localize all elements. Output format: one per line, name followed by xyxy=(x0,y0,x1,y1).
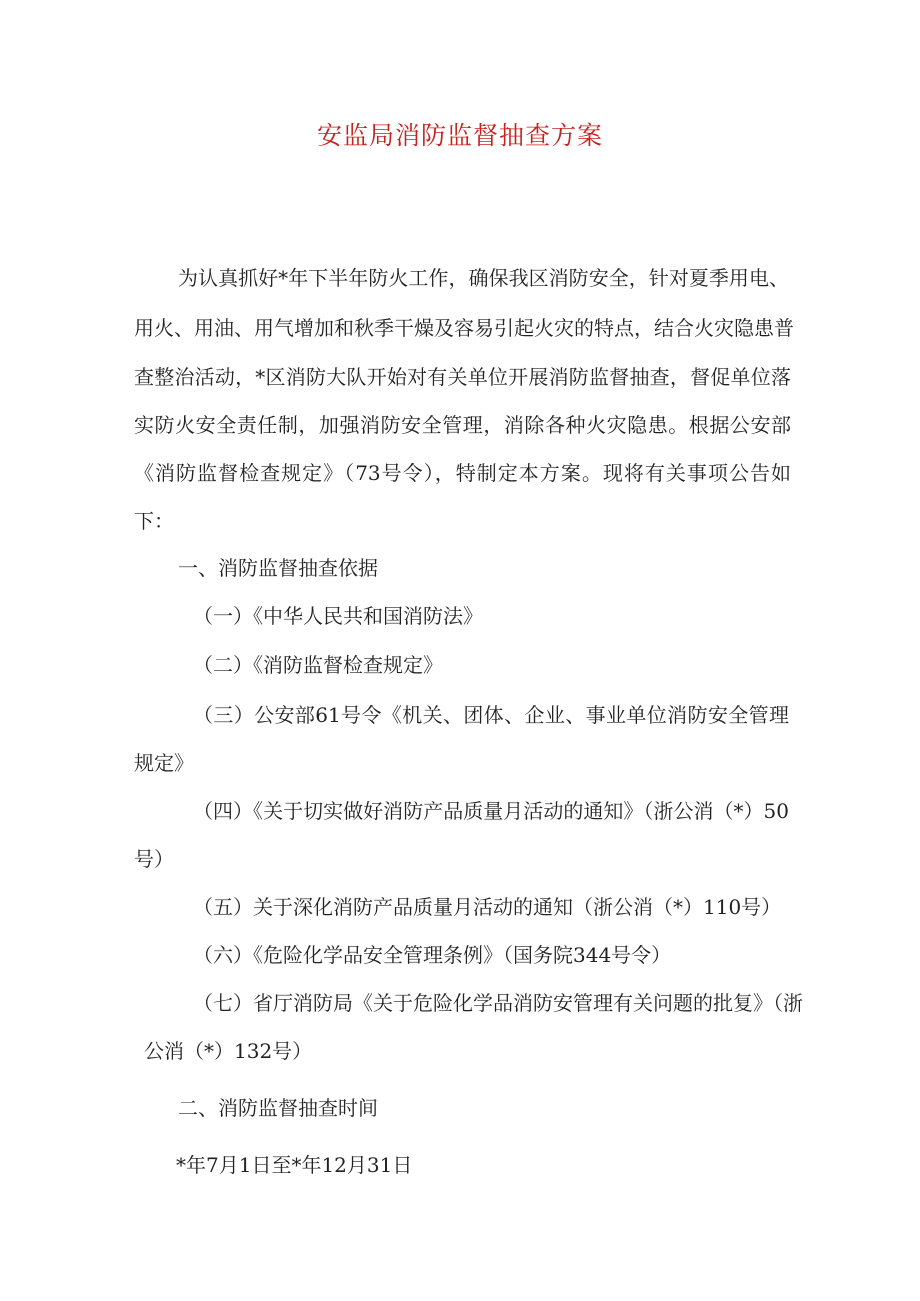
intro-line: 用火、用油、用气增加和秋季干燥及容易引起火灾的特点，结合火灾隐患普 xyxy=(134,316,794,340)
section-heading: 二、消防监督抽查时间 xyxy=(178,1096,378,1120)
list-item: （五）关于深化消防产品质量月活动的通知（浙公消（*）110号） xyxy=(193,895,782,919)
intro-line: 为认真抓好*年下半年防火工作，确保我区消防安全，针对夏季用电、 xyxy=(178,266,789,290)
list-item: （二）《消防监督检查规定》 xyxy=(193,653,443,677)
list-item-continuation: 规定》 xyxy=(134,751,194,775)
list-item: （三）公安部61号令《机关、团体、企业、事业单位消防安全管理 xyxy=(193,703,789,727)
list-item: （四）《关于切实做好消防产品质量月活动的通知》（浙公消（*）50 xyxy=(193,799,789,823)
intro-line: 实防火安全责任制，加强消防安全管理，消除各种火灾隐患。根据公安部 xyxy=(134,413,791,437)
list-item: （七）省厅消防局《关于危险化学品消防安管理有关问题的批复》（浙 xyxy=(193,991,803,1015)
document-title: 安监局消防监督抽查方案 xyxy=(316,121,603,150)
intro-line: 下： xyxy=(134,509,174,533)
intro-line: 查整治活动，*区消防大队开始对有关单位开展消防监督抽查，督促单位落 xyxy=(134,365,791,389)
list-item-continuation: 号） xyxy=(134,847,174,871)
period-text: *年7月1日至*年12月31日 xyxy=(176,1153,413,1177)
list-item-continuation: 公消（*）132号） xyxy=(144,1039,313,1063)
intro-line: 《消防监督检查规定》（73号令），特制定本方案。现将有关事项公告如 xyxy=(134,461,791,485)
section-heading: 一、消防监督抽查依据 xyxy=(178,556,378,580)
list-item: （一）《中华人民共和国消防法》 xyxy=(193,604,483,628)
list-item: （六）《危险化学品安全管理条例》（国务院344号令） xyxy=(193,943,672,967)
